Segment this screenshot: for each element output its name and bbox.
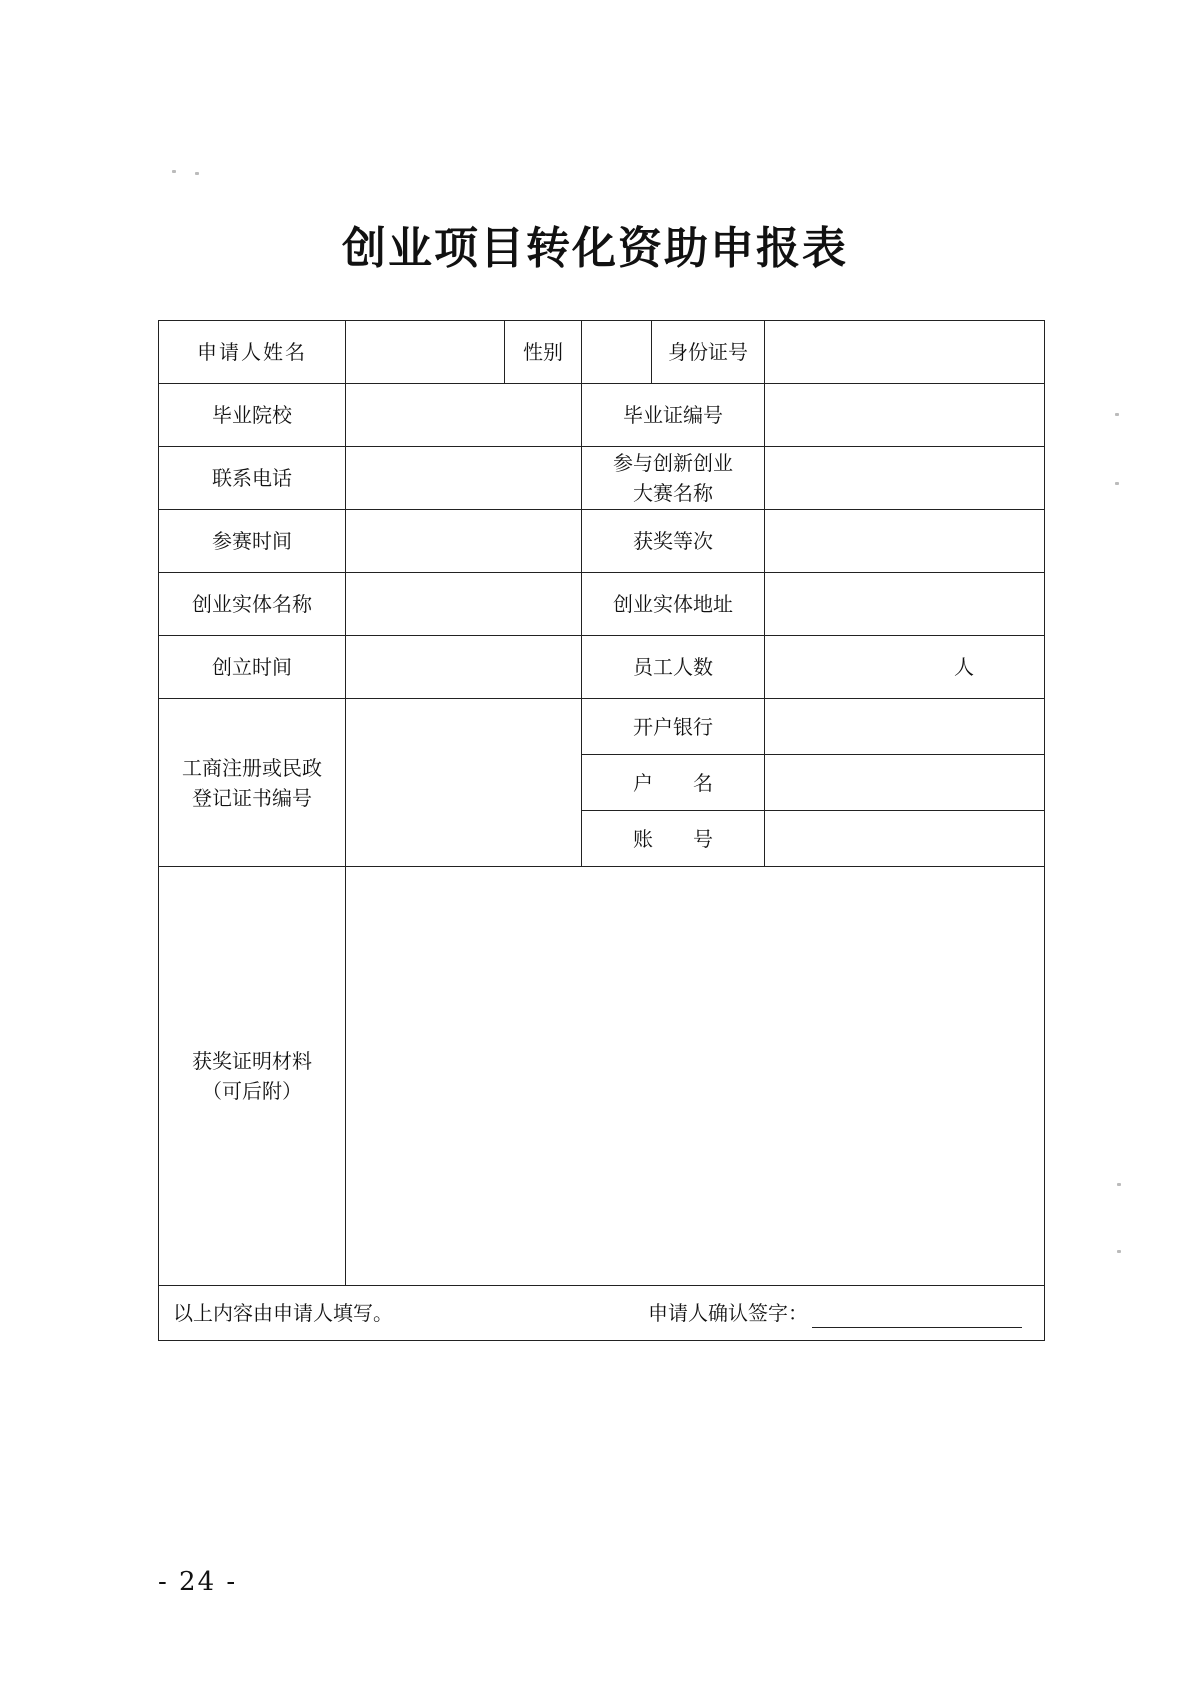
- footer-cell: [159, 1286, 1045, 1341]
- label-account-name: [582, 755, 765, 811]
- table-row: [159, 1286, 1045, 1341]
- label-award-proof: [159, 867, 346, 1286]
- label-account-number: [582, 811, 765, 867]
- label-id-number: 身份证号: [652, 321, 765, 384]
- employees-unit: 人: [954, 655, 974, 679]
- label-award-level: 获奖等次: [582, 510, 765, 573]
- input-account-number[interactable]: [765, 811, 1045, 867]
- label-competition-name: [582, 447, 765, 510]
- input-account-name[interactable]: [765, 755, 1045, 811]
- label-award-proof-line1: 获奖证明材料: [192, 1049, 312, 1073]
- label-applicant-name: 申请人姓名: [159, 321, 346, 384]
- input-phone[interactable]: [346, 447, 582, 510]
- scan-speck: [1117, 1183, 1121, 1186]
- label-entity-address: 创业实体地址: [582, 573, 765, 636]
- label-account-no-b: 号: [693, 826, 713, 851]
- label-account-no-a: 账: [633, 826, 653, 851]
- footer-note: 以上内容由申请人填写。: [173, 1301, 393, 1325]
- input-founded-time[interactable]: [346, 636, 582, 699]
- input-entity-name[interactable]: [346, 573, 582, 636]
- label-phone: 联系电话: [159, 447, 346, 510]
- table-row: [159, 384, 1045, 447]
- label-bank: 开户银行: [582, 699, 765, 755]
- label-award-proof-line2: （可后附）: [202, 1079, 302, 1103]
- label-gender: 性别: [505, 321, 582, 384]
- label-registration-line2: 登记证书编号: [192, 785, 312, 810]
- label-registration-line1: 工商注册或民政: [182, 755, 322, 780]
- scan-speck: [1115, 482, 1119, 485]
- label-entity-name: 创业实体名称: [159, 573, 346, 636]
- input-id-number[interactable]: [765, 321, 1045, 384]
- label-school: 毕业院校: [159, 384, 346, 447]
- document-title: 创业项目转化资助申报表: [342, 223, 848, 274]
- table-row: [159, 573, 1045, 636]
- input-employees[interactable]: [765, 636, 1045, 699]
- input-award-level[interactable]: [765, 510, 1045, 573]
- signature-line[interactable]: [812, 1303, 1022, 1328]
- input-applicant-name[interactable]: [346, 321, 505, 384]
- label-account-name-b: 名: [693, 770, 713, 795]
- table-row: [159, 699, 1045, 755]
- label-competition-time: 参赛时间: [159, 510, 346, 573]
- page-number: - 24 -: [158, 1567, 238, 1597]
- scan-speck: [195, 172, 199, 175]
- input-registration-number[interactable]: [346, 699, 582, 867]
- input-competition-time[interactable]: [346, 510, 582, 573]
- input-bank[interactable]: [765, 699, 1045, 755]
- scan-speck: [1117, 1250, 1121, 1253]
- table-row: [159, 447, 1045, 510]
- table-row: [159, 510, 1045, 573]
- table-row: [159, 867, 1045, 1286]
- signature-area: [648, 1298, 1022, 1328]
- label-diploma-number: 毕业证编号: [582, 384, 765, 447]
- input-school[interactable]: [346, 384, 582, 447]
- label-competition-line2: 大赛名称: [633, 481, 713, 505]
- label-account-name-a: 户: [633, 770, 653, 795]
- input-competition-name[interactable]: [765, 447, 1045, 510]
- input-entity-address[interactable]: [765, 573, 1045, 636]
- table-row: [159, 321, 1045, 384]
- signature-label: 申请人确认签字：: [648, 1301, 808, 1325]
- label-founded-time: 创立时间: [159, 636, 346, 699]
- input-award-proof[interactable]: [346, 867, 1045, 1286]
- label-employees: 员工人数: [582, 636, 765, 699]
- label-registration-number: [159, 699, 346, 867]
- scan-speck: [1115, 413, 1119, 416]
- input-diploma-number[interactable]: [765, 384, 1045, 447]
- input-gender[interactable]: [582, 321, 652, 384]
- label-competition-line1: 参与创新创业: [613, 451, 733, 475]
- application-form-table: [158, 320, 1045, 1341]
- table-row: [159, 636, 1045, 699]
- scan-speck: [172, 170, 176, 173]
